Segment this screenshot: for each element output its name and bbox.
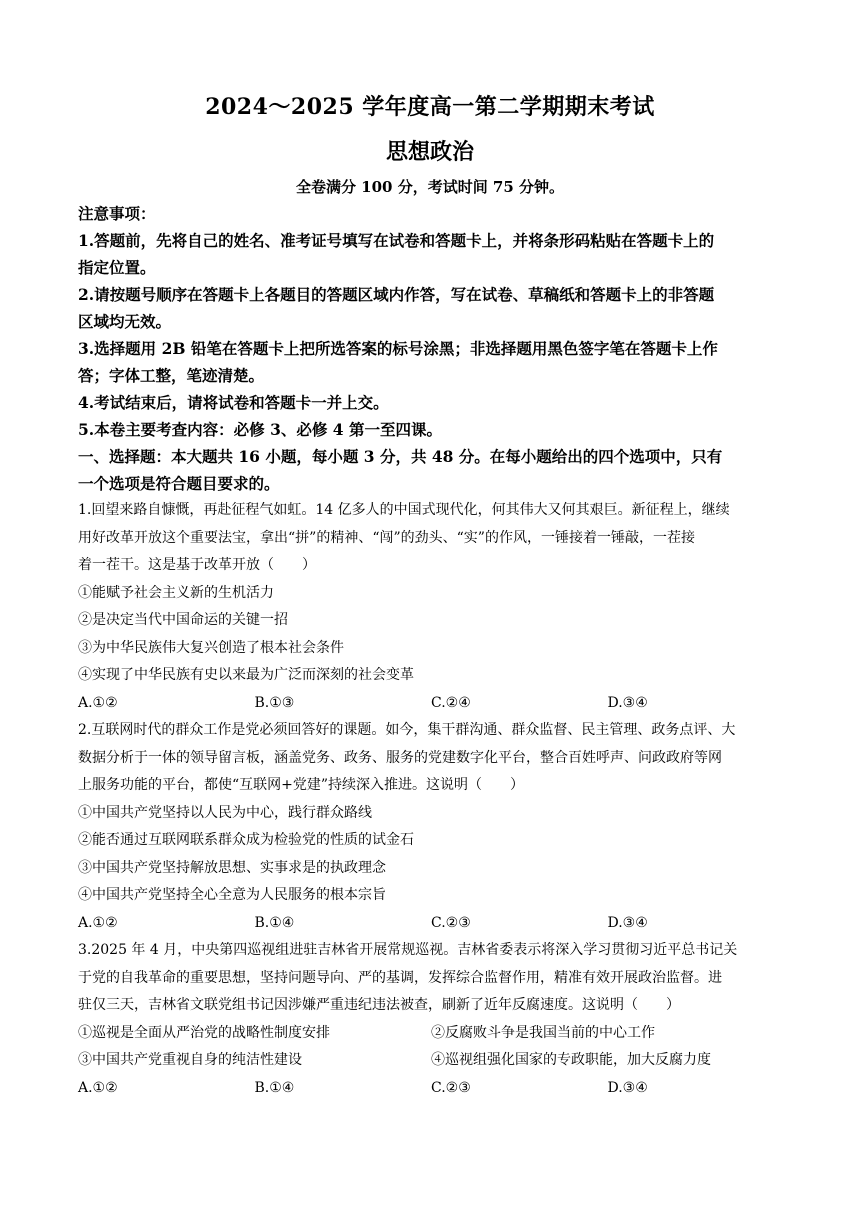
note-line: 区域均无效。 (78, 312, 172, 331)
exam-meta: 全卷满分 100 分，考试时间 75 分钟。 (295, 178, 565, 196)
question-stem: 3.2025 年 4 月，中央第四巡视组进驻吉林省开展常规巡视。吉林省委表示将深入学习贯彻习近平总书记关 (78, 942, 738, 958)
statement: ④巡视组强化国家的专政职能，加大反腐力度 (431, 1052, 711, 1068)
answer-options (78, 690, 784, 718)
option-a: A.①② (78, 914, 118, 931)
question-stem: 上服务功能的平台，都使“互联网+党建”持续深入推进。这说明（ ） (78, 777, 525, 793)
statement: ③中国共产党重视自身的纯洁性建设 (78, 1052, 302, 1068)
statement: ①能赋予社会主义新的生机活力 (78, 584, 274, 601)
exam-content (78, 200, 784, 1102)
statement: ①中国共产党坚持以人民为中心，践行群众路线 (78, 804, 372, 821)
option-d: D.③④ (607, 694, 648, 711)
note-line: 4.考试结束后，请将试卷和答题卡一并上交。 (78, 393, 389, 412)
question-stem: 着一茬干。这是基于改革开放（ ） (78, 557, 316, 573)
option-a: A.①② (78, 694, 118, 711)
question-stem: 2.互联网时代的群众工作是党必须回答好的课题。如今，集干群沟通、群众监督、民主管理、政务点评、大 (78, 722, 736, 738)
option-c: C.②④ (431, 694, 471, 711)
option-a: A.①② (78, 1079, 118, 1096)
question-stem: 于党的自我革命的重要思想，坚持问题导向、严的基调，发挥综合监督作用，精准有效开展政治监督。进 (78, 969, 722, 986)
section-heading: 一个选项是符合题目要求的。 (78, 474, 280, 493)
option-b: B.①④ (254, 1079, 295, 1096)
note-line: 指定位置。 (78, 258, 156, 277)
statement: ①巡视是全面从严治党的战略性制度安排 (78, 1024, 330, 1041)
statement: ②是决定当代中国命运的关键一招 (78, 612, 288, 628)
option-b: B.①④ (254, 914, 295, 931)
exam-title: 2024～2025 学年度高一第二学期期末考试 (205, 94, 655, 120)
statement: ④实现了中华民族有史以来最为广泛而深刻的社会变革 (78, 667, 414, 683)
answer-options (78, 910, 784, 938)
note-line: 5.本卷主要考查内容：必修 3、必修 4 第一至四课。 (78, 420, 442, 439)
question-2 (78, 717, 784, 937)
note-line: 2.请按题号顺序在答题卡上各题目的答题区域内作答，写在试卷、草稿纸和答题卡上的非答题 (78, 285, 715, 304)
section-heading: 一、选择题：本大题共 16 小题，每小题 3 分，共 48 分。在每小题给出的四个选项中，只有 (78, 447, 723, 466)
note-line: 答；字体工整，笔迹清楚。 (78, 366, 265, 385)
statement: ③中国共产党坚持解放思想、实事求是的执政理念 (78, 859, 386, 876)
question-stem: 数据分析于一体的领导留言板，涵盖党务、政务、服务的党建数字化平台，整合百姓呼声、问政政府等网 (78, 749, 722, 766)
answer-options (78, 1075, 784, 1103)
statement-row (78, 1047, 784, 1075)
note-line: 1.答题前，先将自己的姓名、准考证号填写在试卷和答题卡上，并将条形码粘贴在答题卡上的 (78, 231, 715, 250)
question-3 (78, 937, 784, 1102)
statement: ④中国共产党坚持全心全意为人民服务的根本宗旨 (78, 887, 386, 903)
statement-row (78, 1020, 784, 1048)
statement: ②反腐败斗争是我国当前的中心工作 (431, 1024, 655, 1041)
option-d: D.③④ (607, 1079, 648, 1096)
statement: ②能否通过互联网联系群众成为检验党的性质的试金石 (78, 832, 414, 848)
subject-title: 思想政治 (385, 139, 474, 165)
question-stem: 用好改革开放这个重要法宝，拿出“拼”的精神、“闯”的劲头、“实”的作风，一锤接着一锤敲，一茬接 (78, 529, 695, 546)
question-stem: 驻仅三天，吉林省文联党组书记因涉嫌严重违纪违法被查，刷新了近年反腐速度。这说明（ ） (78, 997, 680, 1013)
option-d: D.③④ (607, 914, 648, 931)
question-stem: 1.回望来路自慷慨，再赴征程气如虹。14 亿多人的中国式现代化，何其伟大又何其艰巨。新征程上，继续 (78, 502, 730, 518)
statement: ③为中华民族伟大复兴创造了根本社会条件 (78, 639, 344, 656)
option-c: C.②③ (431, 914, 471, 931)
option-b: B.①③ (254, 694, 295, 711)
option-c: C.②③ (431, 1079, 471, 1096)
question-1 (78, 497, 784, 717)
note-line: 3.选择题用 2B 铅笔在答题卡上把所选答案的标号涂黑；非选择题用黑色签字笔在答题卡上作 (78, 339, 718, 358)
notes-heading: 注意事项： (78, 204, 156, 223)
